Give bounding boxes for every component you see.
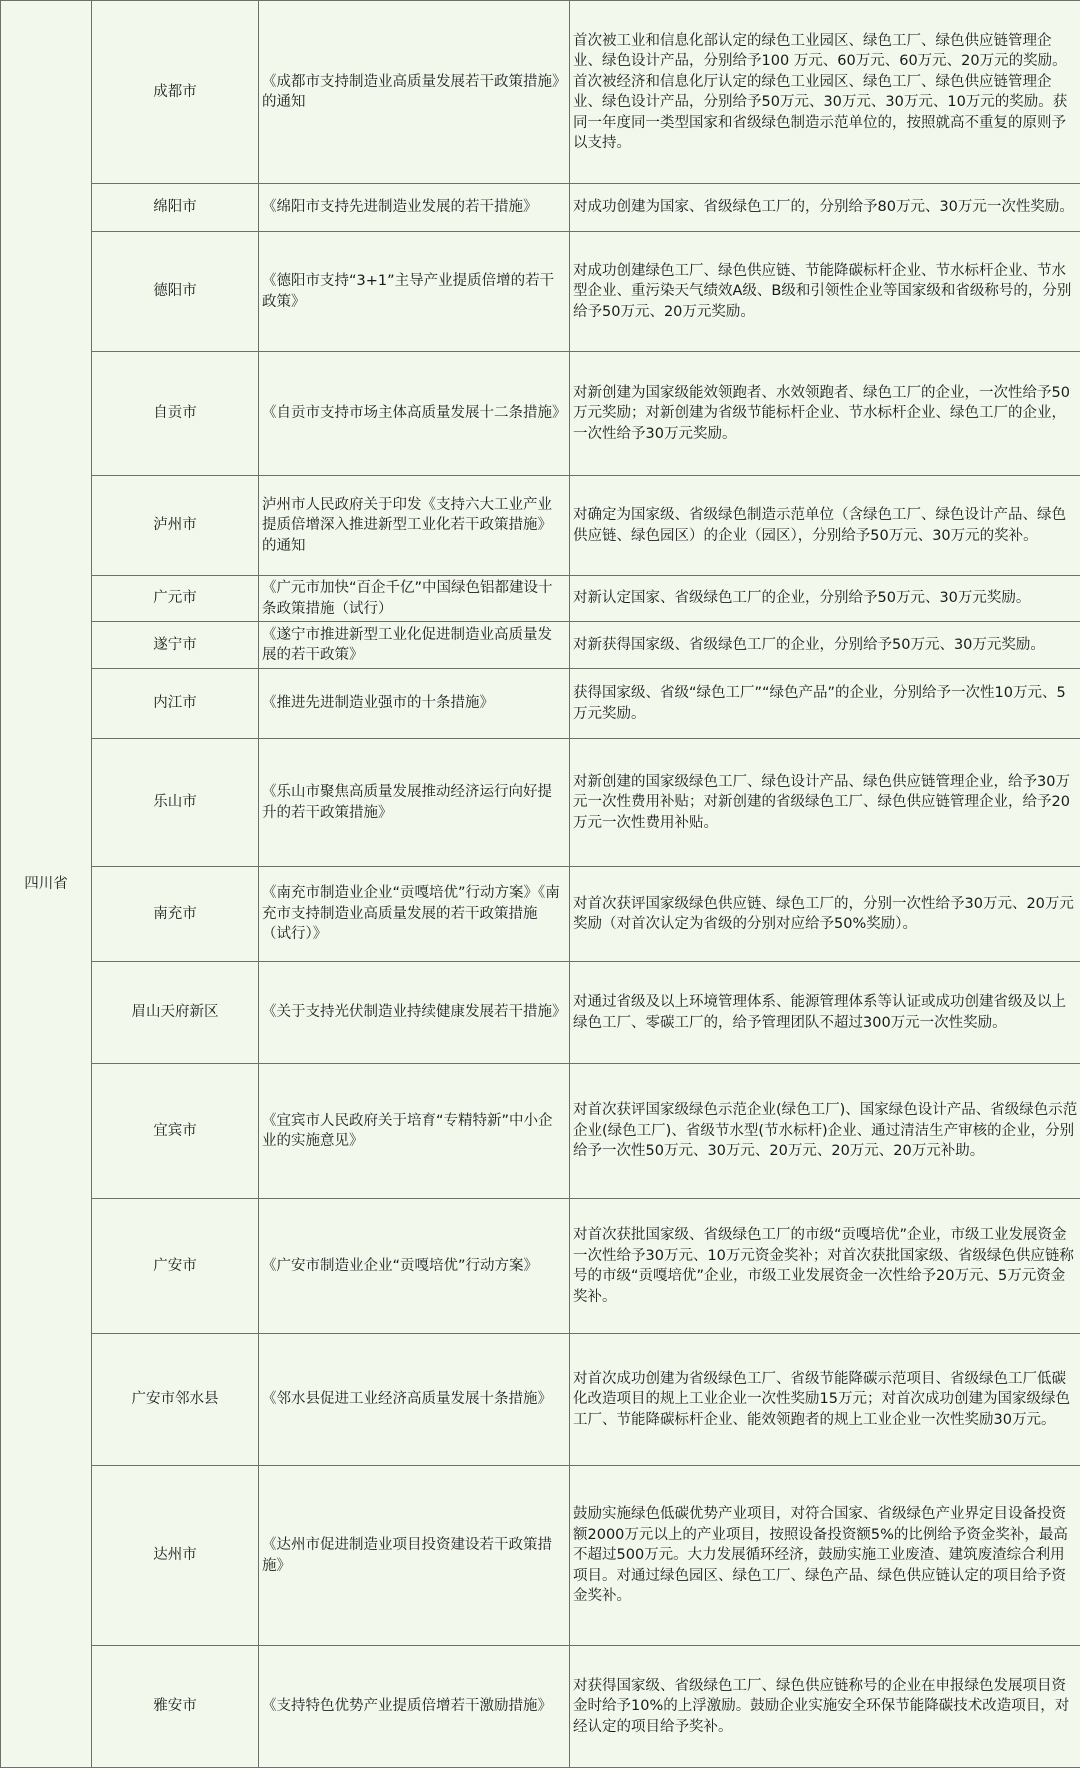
content-cell: 对首次成功创建为省级绿色工厂、省级节能降碳示范项目、省级绿色工厂低碳化改造项目的规上工业企业一次性奖励15万元；对首次成功创建为国家级绿色工厂、节能降碳标杆企业、能效领跑者的规上工业企业一次性奖励30万元。 bbox=[570, 1334, 1080, 1466]
policy-cell: 《绵阳市支持先进制造业发展的若干措施》 bbox=[259, 184, 570, 232]
policy-cell: 《德阳市支持“3+1”主导产业提质倍增的若干政策》 bbox=[259, 232, 570, 352]
province-cell: 四川省 bbox=[1, 1, 92, 1768]
policy-cell: 《支持特色优势产业提质倍增若干激励措施》 bbox=[259, 1646, 570, 1768]
policy-cell: 《推进先进制造业强市的十条措施》 bbox=[259, 669, 570, 739]
city-cell: 遂宁市 bbox=[92, 622, 259, 669]
city-cell: 眉山天府新区 bbox=[92, 962, 259, 1064]
table-row bbox=[1, 576, 1080, 622]
table-row bbox=[1, 232, 1080, 352]
city-cell: 泸州市 bbox=[92, 476, 259, 576]
table-row bbox=[1, 352, 1080, 476]
content-cell: 对首次获评国家级绿色示范企业(绿色工厂)、国家绿色设计产品、省级绿色示范企业(绿色工厂)、省级节水型(节水标杆)企业、通过清洁生产审核的企业，分别给予一次性50万元、30万元、20万元、20万元、20万元补助。 bbox=[570, 1064, 1080, 1199]
city-cell: 达州市 bbox=[92, 1466, 259, 1646]
table-row bbox=[1, 1466, 1080, 1646]
city-cell: 广安市 bbox=[92, 1199, 259, 1334]
city-cell: 广元市 bbox=[92, 576, 259, 622]
policy-cell: 泸州市人民政府关于印发《支持六大工业产业提质倍增深入推进新型工业化若干政策措施》的通知 bbox=[259, 476, 570, 576]
city-cell: 自贡市 bbox=[92, 352, 259, 476]
table-row bbox=[1, 622, 1080, 669]
policy-cell: 《宜宾市人民政府关于培育“专精特新”中小企业的实施意见》 bbox=[259, 1064, 570, 1199]
table-row bbox=[1, 867, 1080, 962]
content-cell: 对新创建的国家级绿色工厂、绿色设计产品、绿色供应链管理企业，给予30万元一次性费用补贴；对新创建的省级绿色工厂、绿色供应链管理企业，给予20万元一次性费用补贴。 bbox=[570, 739, 1080, 867]
city-cell: 广安市邻水县 bbox=[92, 1334, 259, 1466]
content-cell: 鼓励实施绿色低碳优势产业项目，对符合国家、省级绿色产业界定目设备投资额2000万元以上的产业项目，按照设备投资额5%的比例给予资金奖补，最高不超过500万元。大力发展循环经济，鼓励实施工业废渣、建筑废渣综合利用项目。对通过绿色园区、绿色工厂、绿色产品、绿色供应链认定的项目给予资金奖补。 bbox=[570, 1466, 1080, 1646]
policy-cell: 《关于支持光伏制造业持续健康发展若干措施》 bbox=[259, 962, 570, 1064]
content-cell: 对通过省级及以上环境管理体系、能源管理体系等认证或成功创建省级及以上绿色工厂、零碳工厂的，给予管理团队不超过300万元一次性奖励。 bbox=[570, 962, 1080, 1064]
table-row bbox=[1, 1199, 1080, 1334]
table-row bbox=[1, 1, 1080, 184]
city-cell: 雅安市 bbox=[92, 1646, 259, 1768]
city-cell: 宜宾市 bbox=[92, 1064, 259, 1199]
table-row bbox=[1, 184, 1080, 232]
table-row bbox=[1, 739, 1080, 867]
city-cell: 德阳市 bbox=[92, 232, 259, 352]
city-cell: 乐山市 bbox=[92, 739, 259, 867]
content-cell: 对成功创建绿色工厂、绿色供应链、节能降碳标杆企业、节水标杆企业、节水型企业、重污染天气绩效A级、B级和引领性企业等国家级和省级称号的，分别给予50万元、20万元奖励。 bbox=[570, 232, 1080, 352]
table-row bbox=[1, 962, 1080, 1064]
policy-cell: 《达州市促进制造业项目投资建设若干政策措施》 bbox=[259, 1466, 570, 1646]
policy-cell: 《遂宁市推进新型工业化促进制造业高质量发展的若干政策》 bbox=[259, 622, 570, 669]
content-cell: 对获得国家级、省级绿色工厂、绿色供应链称号的企业在申报绿色发展项目资金时给予10%的上浮激励。鼓励企业实施安全环保节能降碳技术改造项目，对经认定的项目给予奖补。 bbox=[570, 1646, 1080, 1768]
city-cell: 南充市 bbox=[92, 867, 259, 962]
content-cell: 获得国家级、省级“绿色工厂”“绿色产品”的企业，分别给予一次性10万元、5万元奖励。 bbox=[570, 669, 1080, 739]
content-cell: 对确定为国家级、省级绿色制造示范单位（含绿色工厂、绿色设计产品、绿色供应链、绿色园区）的企业（园区），分别给予50万元、30万元的奖补。 bbox=[570, 476, 1080, 576]
city-cell: 内江市 bbox=[92, 669, 259, 739]
content-cell: 对新认定国家、省级绿色工厂的企业，分别给予50万元、30万元奖励。 bbox=[570, 576, 1080, 622]
content-cell: 对新获得国家级、省级绿色工厂的企业，分别给予50万元、30万元奖励。 bbox=[570, 622, 1080, 669]
content-cell: 对新创建为国家级能效领跑者、水效领跑者、绿色工厂的企业，一次性给予50万元奖励；对新创建为省级节能标杆企业、节水标杆企业、绿色工厂的企业，一次性给予30万元奖励。 bbox=[570, 352, 1080, 476]
table-row bbox=[1, 1334, 1080, 1466]
city-cell: 成都市 bbox=[92, 1, 259, 184]
content-cell: 对成功创建为国家、省级绿色工厂的，分别给予80万元、30万元一次性奖励。 bbox=[570, 184, 1080, 232]
table-row bbox=[1, 669, 1080, 739]
content-cell: 对首次获评国家级绿色供应链、绿色工厂的，分别一次性给予30万元、20万元奖励（对首次认定为省级的分别对应给予50%奖励）。 bbox=[570, 867, 1080, 962]
policy-cell: 《广元市加快“百企千亿”中国绿色铝都建设十条政策措施（试行） bbox=[259, 576, 570, 622]
table-row bbox=[1, 476, 1080, 576]
table-row bbox=[1, 1064, 1080, 1199]
content-cell: 对首次获批国家级、省级绿色工厂的市级“贡嘎培优”企业，市级工业发展资金一次性给予30万元、10万元资金奖补；对首次获批国家级、省级绿色供应链称号的市级“贡嘎培优”企业，市级工业发展资金一次性给予20万元、5万元资金奖补。 bbox=[570, 1199, 1080, 1334]
policy-cell: 《广安市制造业企业“贡嘎培优”行动方案》 bbox=[259, 1199, 570, 1334]
policy-cell: 《南充市制造业企业“贡嘎培优”行动方案》《南充市支持制造业高质量发展的若干政策措施（试行）》 bbox=[259, 867, 570, 962]
city-cell: 绵阳市 bbox=[92, 184, 259, 232]
policy-cell: 《邻水县促进工业经济高质量发展十条措施》 bbox=[259, 1334, 570, 1466]
policy-cell: 《乐山市聚焦高质量发展推动经济运行向好提升的若干政策措施》 bbox=[259, 739, 570, 867]
policy-cell: 《自贡市支持市场主体高质量发展十二条措施》 bbox=[259, 352, 570, 476]
policy-cell: 《成都市支持制造业高质量发展若干政策措施》的通知 bbox=[259, 1, 570, 184]
table-row bbox=[1, 1646, 1080, 1768]
content-cell: 首次被工业和信息化部认定的绿色工业园区、绿色工厂、绿色供应链管理企业、绿色设计产品，分别给予100 万元、60万元、60万元、20万元的奖励。首次被经济和信息化厅认定的绿色工业园区、绿色工厂、绿色供应链管理企业、绿色设计产品，分别给予50万元、30万元、30万元、10万元的奖励。获同一年度同一类型国家和省级绿色制造示范单位的，按照就高不重复的原则予以支持。 bbox=[570, 1, 1080, 184]
